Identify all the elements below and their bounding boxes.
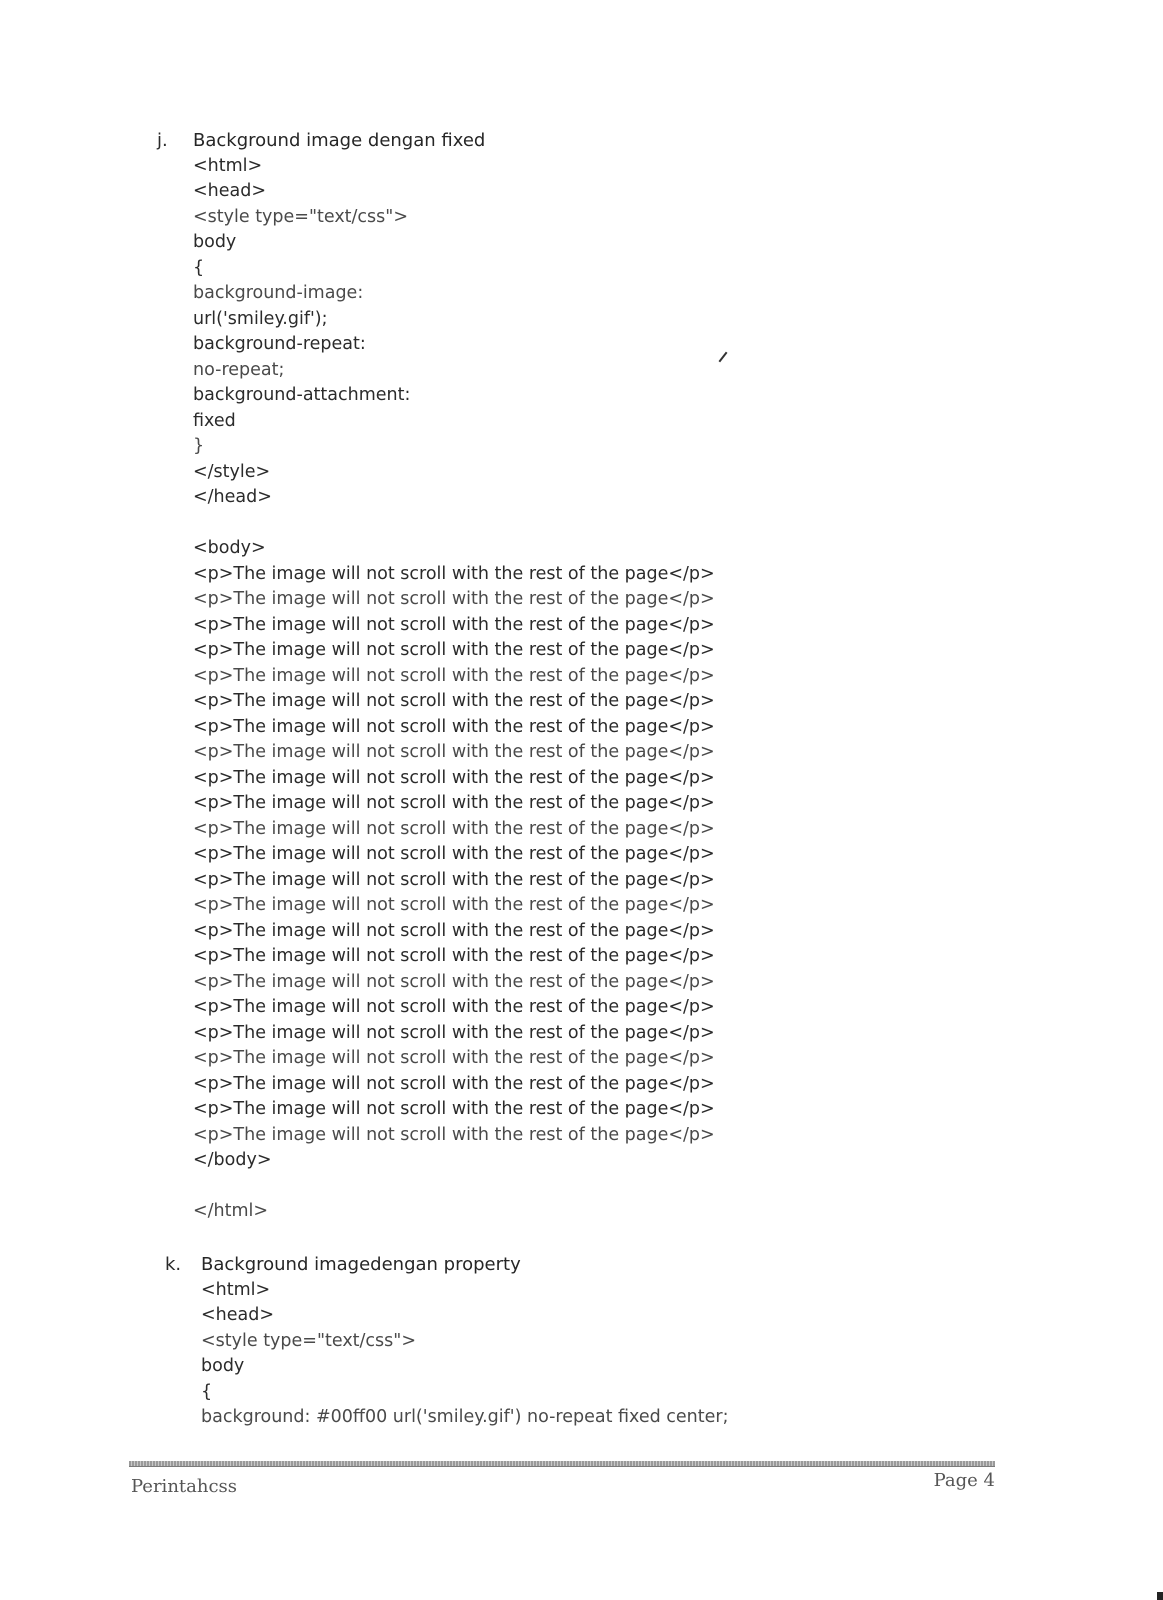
code-line: body xyxy=(193,232,237,252)
section-heading: Background image dengan fixed xyxy=(193,130,486,151)
scan-artifact xyxy=(1157,1592,1163,1600)
code-listing xyxy=(193,154,715,1225)
code-line: <p>The image will not scroll with the rest of the page</p> xyxy=(193,1099,715,1119)
code-line: fixed xyxy=(193,410,236,431)
code-line: <p>The image will not scroll with the rest of the page</p> xyxy=(193,716,715,737)
code-line: <style type="text/css"> xyxy=(201,1330,416,1351)
code-line: no-repeat; xyxy=(193,359,285,380)
code-line: <p>The image will not scroll with the rest of the page</p> xyxy=(193,1022,715,1043)
code-line: <p>The image will not scroll with the rest of the page</p> xyxy=(193,1073,715,1094)
code-line: <p>The image will not scroll with the rest of the page</p> xyxy=(193,920,715,941)
code-line: <p>The image will not scroll with the rest of the page</p> xyxy=(193,1048,715,1068)
code-line: } xyxy=(193,436,205,456)
code-line: <p>The image will not scroll with the rest of the page</p> xyxy=(193,844,715,864)
code-line: <p>The image will not scroll with the rest of the page</p> xyxy=(193,614,715,635)
code-line: { xyxy=(193,257,205,278)
code-line: <p>The image will not scroll with the rest of the page</p> xyxy=(193,1124,715,1145)
code-line: <body> xyxy=(193,538,266,558)
code-line: background-image: xyxy=(193,283,364,303)
code-line: <p>The image will not scroll with the rest of the page</p> xyxy=(193,895,715,915)
code-line: background-repeat: xyxy=(193,334,366,354)
footer-divider xyxy=(129,1461,995,1467)
code-line: <p>The image will not scroll with the rest of the page</p> xyxy=(193,665,715,686)
code-line xyxy=(193,511,715,537)
code-line: background: #00ff00 url('smiley.gif') no-repeat fixed center; xyxy=(201,1407,729,1427)
code-line: { xyxy=(201,1381,213,1402)
code-line: <head> xyxy=(201,1305,275,1325)
code-line: url('smiley.gif'); xyxy=(193,308,328,329)
code-line: <p>The image will not scroll with the rest of the page</p> xyxy=(193,767,715,788)
code-line: <style type="text/css"> xyxy=(193,206,408,227)
code-line: </body> xyxy=(193,1150,272,1170)
code-line: </style> xyxy=(193,461,271,482)
code-line: <p>The image will not scroll with the rest of the page</p> xyxy=(193,742,715,762)
pen-mark xyxy=(719,352,728,363)
section-marker: k. xyxy=(165,1254,182,1275)
code-line: <head> xyxy=(193,181,267,201)
code-line: <p>The image will not scroll with the rest of the page</p> xyxy=(193,971,715,992)
code-line: body xyxy=(201,1356,245,1376)
code-line xyxy=(193,1174,715,1200)
code-line: <html> xyxy=(193,155,263,176)
page-number: Page 4 xyxy=(933,1470,995,1491)
code-line: <p>The image will not scroll with the rest of the page</p> xyxy=(193,818,715,839)
code-line: </head> xyxy=(193,487,272,507)
code-line: <p>The image will not scroll with the rest of the page</p> xyxy=(193,869,715,890)
section-marker: j. xyxy=(157,130,168,151)
code-line: <p>The image will not scroll with the rest of the page</p> xyxy=(193,946,715,966)
code-line: </html> xyxy=(193,1201,269,1221)
code-line: <p>The image will not scroll with the rest of the page</p> xyxy=(193,563,715,584)
code-line: <p>The image will not scroll with the rest of the page</p> xyxy=(193,793,715,813)
code-line: <p>The image will not scroll with the rest of the page</p> xyxy=(193,691,715,711)
code-line: background-attachment: xyxy=(193,385,411,405)
code-line: <p>The image will not scroll with the rest of the page</p> xyxy=(193,640,715,660)
code-line: <p>The image will not scroll with the rest of the page</p> xyxy=(193,997,715,1017)
footer-title: Perintahcss xyxy=(131,1476,238,1497)
code-line: <p>The image will not scroll with the rest of the page</p> xyxy=(193,589,715,609)
section-heading: Background imagedengan property xyxy=(201,1254,521,1275)
code-line: <html> xyxy=(201,1279,271,1300)
code-listing xyxy=(201,1278,729,1431)
